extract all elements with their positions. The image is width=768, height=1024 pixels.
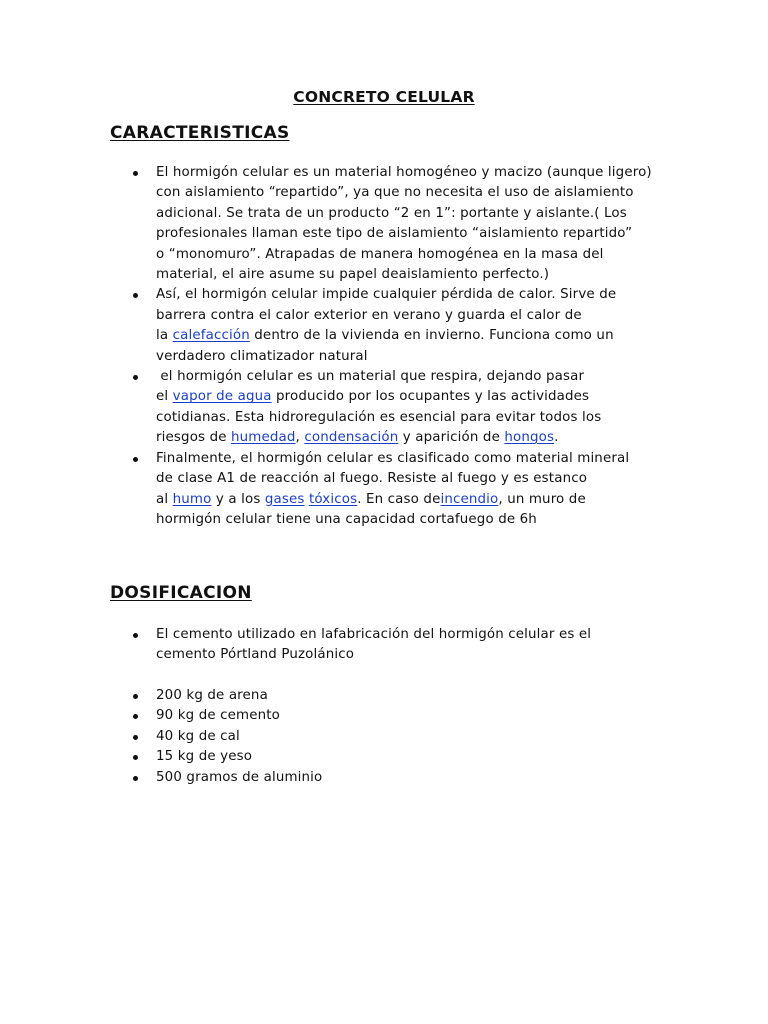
section-heading-dosificacion: DOSIFICACION: [110, 583, 252, 603]
list-item: 500 gramos de aluminio: [0, 768, 768, 788]
section-heading-caracteristicas: CARACTERISTICAS: [110, 123, 290, 143]
list-item: El cemento utilizado en lafabricación del hormigón celular es el cemento Pórtland Puzolánico: [0, 625, 768, 666]
link-humo[interactable]: humo: [172, 491, 212, 507]
link-condensacion[interactable]: condensación: [304, 430, 399, 446]
link-vapor-de-agua[interactable]: vapor de agua: [172, 389, 272, 405]
ingredientes-list: [0, 686, 768, 788]
list-item: El hormigón celular es un material homogéneo y macizo (aunque ligero) con aislamiento “repartido”, ya que no necesita el uso de aislamiento adicional. Se trata de un producto “2 en 1”: portante y aislante.( Los profesionales llaman este tipo de aislamiento “aislamiento repartido” o “monomuro”. Atrapadas de manera homogénea en la masa del material, el aire asume su papel deaislamiento perfecto.): [0, 163, 768, 285]
cemento-list: [0, 625, 768, 666]
caracteristicas-list: [0, 163, 768, 530]
list-item: Así, el hormigón celular impide cualquier pérdida de calor. Sirve de barrera contra el calor exterior en verano y guarda el calor de la calefacción dentro de la vivienda en invierno. Funciona como un verdadero climatizador natural: [0, 285, 768, 367]
list-item: 15 kg de yeso: [0, 747, 768, 767]
link-hongos[interactable]: hongos: [504, 430, 555, 446]
document-title: CONCRETO CELULAR: [293, 88, 475, 106]
list-item: 40 kg de cal: [0, 727, 768, 747]
link-calefaccion[interactable]: calefacción: [172, 328, 250, 344]
link-toxicos[interactable]: tóxicos: [308, 491, 358, 507]
link-gases[interactable]: gases: [264, 491, 305, 507]
list-item: 200 kg de arena: [0, 686, 768, 706]
link-humedad[interactable]: humedad: [231, 430, 296, 446]
list-item: el hormigón celular es un material que respira, dejando pasar el vapor de agua producido por los ocupantes y las actividades cotidianas. Esta hidroregulación es esencial para evitar todos los riesgos de humedad, condensación y aparición de hongos.: [0, 367, 768, 449]
list-item: 90 kg de cemento: [0, 706, 768, 726]
link-incendio[interactable]: incendio: [440, 491, 499, 507]
list-item: Finalmente, el hormigón celular es clasificado como material mineral de clase A1 de reacción al fuego. Resiste al fuego y es estanco al humo y a los gases tóxicos. En caso deincendio, un muro de hormigón celular tiene una capacidad cortafuego de 6h: [0, 449, 768, 531]
